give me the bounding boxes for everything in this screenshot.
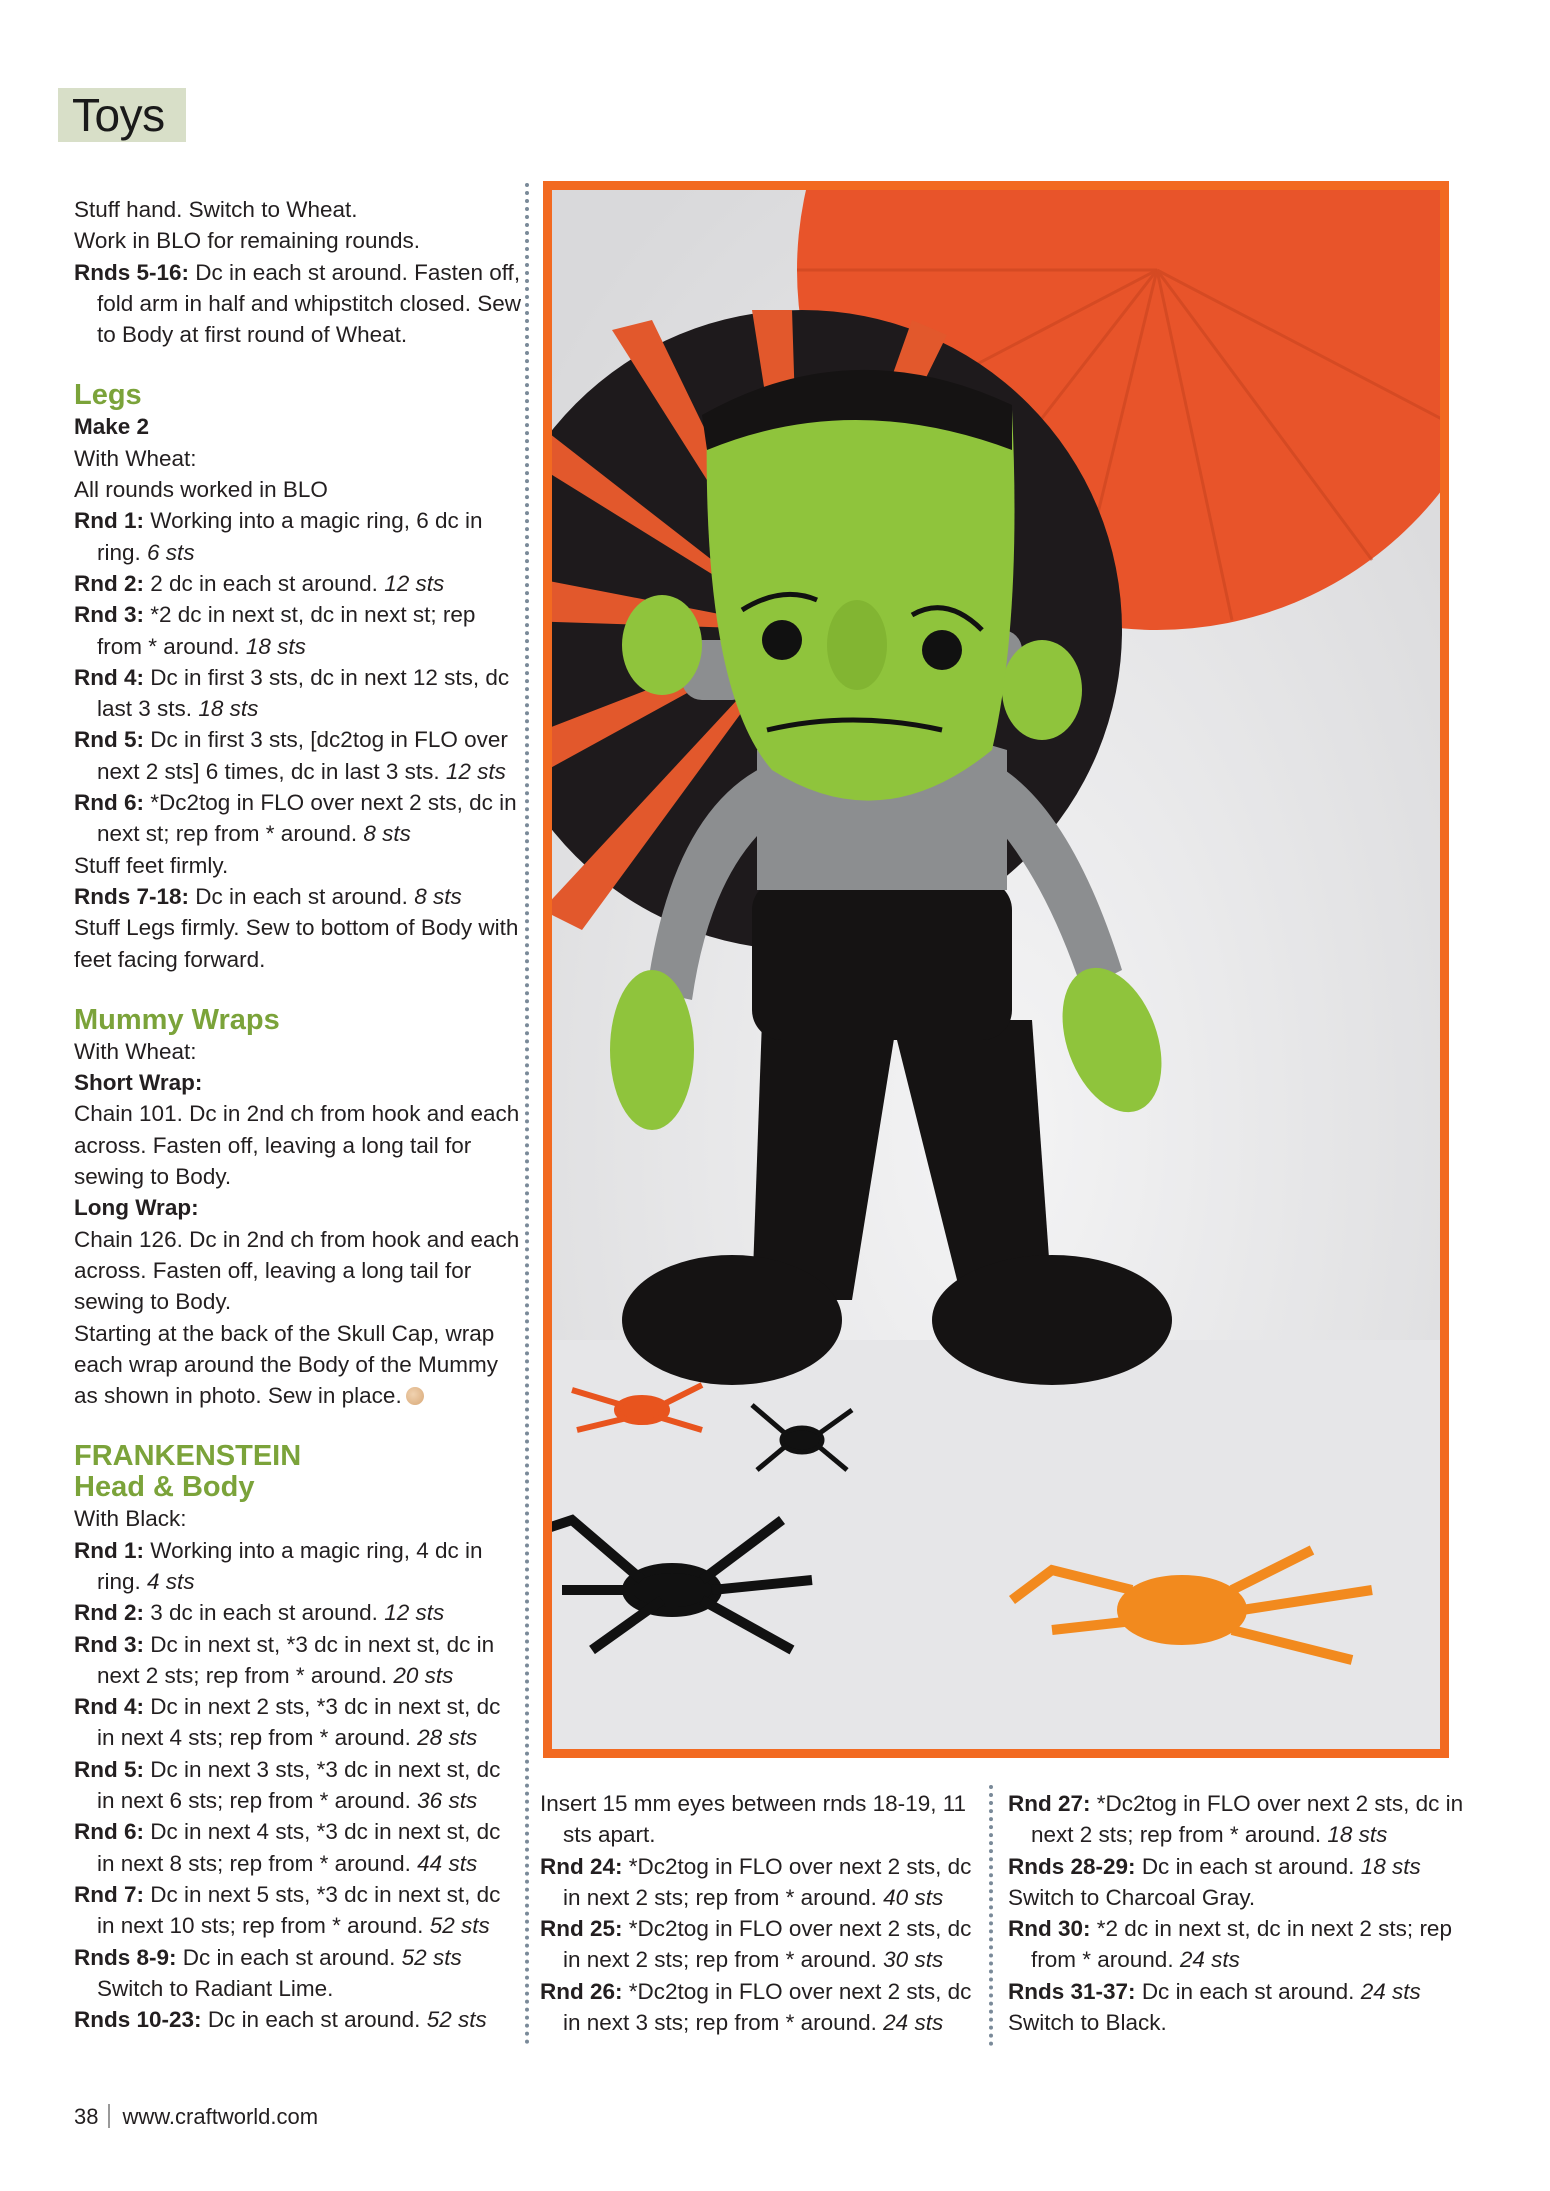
instruction-line: Stuff hand. Switch to Wheat. xyxy=(74,197,358,222)
section-heading-legs: Legs xyxy=(74,379,142,412)
instruction-round: Rnd 7: Dc in next 5 sts, *3 dc in next st, dc in next 10 sts; rep from * around. 52 sts xyxy=(74,1881,501,1939)
instruction-line: All rounds worked in BLO xyxy=(74,477,328,503)
instruction-round: Rnd 26: *Dc2tog in FLO over next 2 sts, dc in next 3 sts; rep from * around. 24 sts xyxy=(540,1978,972,2036)
column-right xyxy=(1008,1788,1478,2038)
instruction-round: Rnd 6: Dc in next 4 sts, *3 dc in next st, dc in next 8 sts; rep from * around. 44 sts xyxy=(74,1819,501,1876)
instruction-round: Rnd 4: Dc in first 3 sts, dc in next 12 sts, dc last 3 sts. 18 sts xyxy=(74,664,510,722)
instruction-round: Rnds 5-16: Dc in each st around. Fasten off, fold arm in half and whipstitch closed. Sew to Body at first round of Wheat. xyxy=(74,259,521,348)
page-footer xyxy=(74,2104,318,2130)
instruction-line: With Wheat: xyxy=(74,1038,197,1064)
section-heading-mummy-wraps: Mummy Wraps xyxy=(74,1003,280,1036)
instruction-round: Rnd 5: Dc in next 3 sts, *3 dc in next st, dc in next 6 sts; rep from * around. 36 sts xyxy=(74,1756,501,1814)
make-count: Make 2 xyxy=(74,414,150,440)
page-number: 38 xyxy=(74,2104,99,2129)
column-divider xyxy=(525,183,529,2046)
instruction-line: Stuff Legs firmly. Sew to bottom of Body with feet facing forward. xyxy=(74,915,519,972)
instruction-line: Switch to Black. xyxy=(1008,2010,1167,2036)
instruction-round: Rnd 27: *Dc2tog in FLO over next 2 sts, dc in next 2 sts; rep from * around. 18 sts xyxy=(1008,1791,1464,1848)
instruction-line: Insert 15 mm eyes between rnds 18-19, 11 sts apart. xyxy=(540,1791,967,1848)
instruction-round: Rnd 25: *Dc2tog in FLO over next 2 sts, dc in next 2 sts; rep from * around. 30 sts xyxy=(540,1916,972,1973)
instruction-line: Starting at the back of the Skull Cap, wrap each wrap around the Body of the Mummy as shown in photo. Sew in place. xyxy=(74,1320,498,1409)
instruction-round: Rnd 3: Dc in next st, *3 dc in next st, dc in next 2 sts; rep from * around. 20 sts xyxy=(74,1631,495,1688)
end-mark-icon xyxy=(406,1387,424,1405)
instruction-round: Rnd 3: *2 dc in next st, dc in next st; rep from * around. 18 sts xyxy=(74,602,476,659)
column-left xyxy=(74,194,524,2035)
instruction-round: Rnd 24: *Dc2tog in FLO over next 2 sts, dc in next 2 sts; rep from * around. 40 sts xyxy=(540,1853,972,1910)
instruction-round: Rnd 5: Dc in first 3 sts, [dc2tog in FLO over next 2 sts] 6 times, dc in last 3 sts. 12 sts xyxy=(74,727,508,784)
instruction-line: Switch to Charcoal Gray. xyxy=(1008,1884,1256,1910)
instruction-round: Rnd 2: 3 dc in each st around. 12 sts xyxy=(74,1600,445,1626)
website-link[interactable]: www.craftworld.com xyxy=(122,2104,319,2129)
instruction-line: With Black: xyxy=(74,1506,187,1532)
instruction-round: Rnd 4: Dc in next 2 sts, *3 dc in next st, dc in next 4 sts; rep from * around. 28 sts xyxy=(74,1694,501,1751)
instruction-round: Rnd 1: Working into a magic ring, 4 dc in ring. 4 sts xyxy=(74,1537,483,1594)
doll-illustration xyxy=(552,190,1440,1749)
instruction-line: Switch to Radiant Lime. xyxy=(97,1975,334,2001)
instruction-line: With Wheat: xyxy=(74,445,197,471)
instruction-round: Rnd 6: *Dc2tog in FLO over next 2 sts, dc in next st; rep from * around. 8 sts xyxy=(74,790,517,847)
section-heading-frankenstein: FRANKENSTEIN xyxy=(74,1440,302,1473)
instruction-round: Rnds 31-37: Dc in each st around. 24 sts xyxy=(1008,1978,1421,2004)
column-middle xyxy=(540,1788,990,2038)
instruction-line: Chain 101. Dc in 2nd ch from hook and each across. Fasten off, leaving a long tail for sewing to Body. xyxy=(74,1101,520,1190)
sub-heading-short-wrap: Short Wrap: xyxy=(74,1070,203,1096)
instruction-line: Stuff feet firmly. xyxy=(74,852,229,878)
instruction-round: Rnds 8-9: Dc in each st around. 52 sts xyxy=(74,1944,462,1970)
instruction-round: Rnd 30: *2 dc in next st, dc in next 2 sts; rep from * around. 24 sts xyxy=(1008,1916,1452,1973)
instruction-round: Rnds 7-18: Dc in each st around. 8 sts xyxy=(74,883,462,909)
section-tag: Toys xyxy=(58,88,186,142)
instruction-round: Rnd 1: Working into a magic ring, 6 dc in ring. 6 sts xyxy=(74,508,483,565)
instruction-round: Rnd 2: 2 dc in each st around. 12 sts xyxy=(74,570,445,596)
instruction-line: Chain 126. Dc in 2nd ch from hook and each across. Fasten off, leaving a long tail for sewing to Body. xyxy=(74,1226,520,1315)
instruction-line: Work in BLO for remaining rounds. xyxy=(74,228,420,254)
sub-heading-long-wrap: Long Wrap: xyxy=(74,1195,199,1221)
instruction-round: Rnds 28-29: Dc in each st around. 18 sts xyxy=(1008,1853,1421,1879)
frankenstein-doll-photo xyxy=(543,181,1449,1758)
footer-divider xyxy=(108,2104,110,2128)
section-heading-head-body: Head & Body xyxy=(74,1471,255,1504)
instruction-round: Rnds 10-23: Dc in each st around. 52 sts xyxy=(74,2007,487,2033)
